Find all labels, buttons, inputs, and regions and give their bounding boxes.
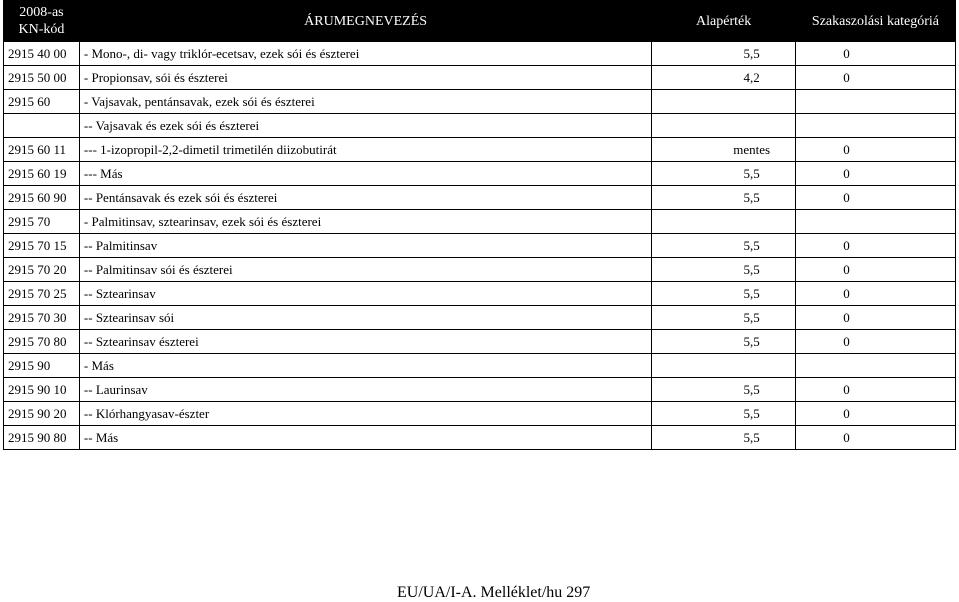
cell-code: 2915 60 90 [4,186,80,210]
cell-code: 2915 70 80 [4,330,80,354]
cell-description: -- Más [79,426,651,450]
cell-staging-category [795,210,955,234]
cell-base-rate [652,210,796,234]
cell-code [4,114,80,138]
cell-base-rate: mentes [652,138,796,162]
cell-staging-category [795,114,955,138]
cell-code: 2915 60 [4,90,80,114]
cell-code: 2915 70 20 [4,258,80,282]
table-row [4,42,956,66]
cell-base-rate: 5,5 [652,42,796,66]
cell-base-rate [652,114,796,138]
cell-code: 2915 50 00 [4,66,80,90]
table-row [4,234,956,258]
page-footer: EU/UA/I-A. Melléklet/hu 297 [397,584,591,601]
cell-staging-category: 0 [795,234,955,258]
tariff-table [3,0,956,450]
cell-description: -- Sztearinsav észterei [79,330,651,354]
table-row [4,426,956,450]
cell-description: -- Klórhangyasav-észter [79,402,651,426]
header-description: ÁRUMEGNEVEZÉS [79,1,651,42]
cell-staging-category: 0 [795,402,955,426]
cell-base-rate [652,354,796,378]
cell-base-rate: 5,5 [652,186,796,210]
cell-staging-category: 0 [795,426,955,450]
table-row [4,138,956,162]
header-code-line2: KN-kód [18,22,65,37]
cell-staging-category: 0 [795,258,955,282]
cell-description: --- 1-izopropil-2,2-dimetil trimetilén diizobutirát [79,138,651,162]
cell-code: 2915 40 00 [4,42,80,66]
cell-code: 2915 90 [4,354,80,378]
cell-base-rate: 4,2 [652,66,796,90]
table-row [4,66,956,90]
cell-description: -- Sztearinsav sói [79,306,651,330]
cell-description: -- Palmitinsav sói és észterei [79,258,651,282]
cell-description: -- Palmitinsav [79,234,651,258]
cell-base-rate: 5,5 [652,282,796,306]
cell-staging-category: 0 [795,162,955,186]
table-row [4,186,956,210]
cell-description: - Propionsav, sói és észterei [79,66,651,90]
cell-staging-category: 0 [795,330,955,354]
table-row [4,402,956,426]
cell-staging-category: 0 [795,138,955,162]
cell-base-rate: 5,5 [652,330,796,354]
cell-staging-category: 0 [795,378,955,402]
table-row [4,378,956,402]
cell-staging-category: 0 [795,66,955,90]
cell-description: - Más [79,354,651,378]
cell-base-rate: 5,5 [652,162,796,186]
cell-description: - Mono-, di- vagy triklór-ecetsav, ezek sói és észterei [79,42,651,66]
cell-code: 2915 70 [4,210,80,234]
cell-code: 2915 90 10 [4,378,80,402]
table-row [4,114,956,138]
cell-code: 2915 90 80 [4,426,80,450]
header-code-line1: 2008-as [19,5,64,20]
cell-description: -- Sztearinsav [79,282,651,306]
header-base-rate: Alapérték [652,1,796,42]
cell-description: --- Más [79,162,651,186]
cell-description: - Vajsavak, pentánsavak, ezek sói és észterei [79,90,651,114]
cell-description: - Palmitinsav, sztearinsav, ezek sói és észterei [79,210,651,234]
cell-code: 2915 70 15 [4,234,80,258]
table-row [4,210,956,234]
cell-code: 2915 90 20 [4,402,80,426]
cell-staging-category: 0 [795,282,955,306]
table-row [4,162,956,186]
cell-description: -- Laurinsav [79,378,651,402]
cell-base-rate: 5,5 [652,378,796,402]
cell-staging-category: 0 [795,186,955,210]
cell-description: -- Vajsavak és ezek sói és észterei [79,114,651,138]
cell-staging-category [795,354,955,378]
cell-base-rate [652,90,796,114]
cell-code: 2915 70 30 [4,306,80,330]
cell-base-rate: 5,5 [652,426,796,450]
header-staging-category: Szakaszolási kategóriá [795,1,955,42]
table-row [4,306,956,330]
table-row [4,354,956,378]
header-code [4,1,80,42]
cell-base-rate: 5,5 [652,402,796,426]
table-row [4,282,956,306]
cell-description: -- Pentánsavak és ezek sói és észterei [79,186,651,210]
cell-code: 2915 60 19 [4,162,80,186]
cell-staging-category [795,90,955,114]
cell-staging-category: 0 [795,42,955,66]
cell-base-rate: 5,5 [652,234,796,258]
cell-code: 2915 70 25 [4,282,80,306]
table-row [4,90,956,114]
table-header-row [4,1,956,42]
cell-code: 2915 60 11 [4,138,80,162]
table-row [4,258,956,282]
cell-base-rate: 5,5 [652,258,796,282]
table-body [4,42,956,450]
cell-base-rate: 5,5 [652,306,796,330]
cell-staging-category: 0 [795,306,955,330]
table-row [4,330,956,354]
